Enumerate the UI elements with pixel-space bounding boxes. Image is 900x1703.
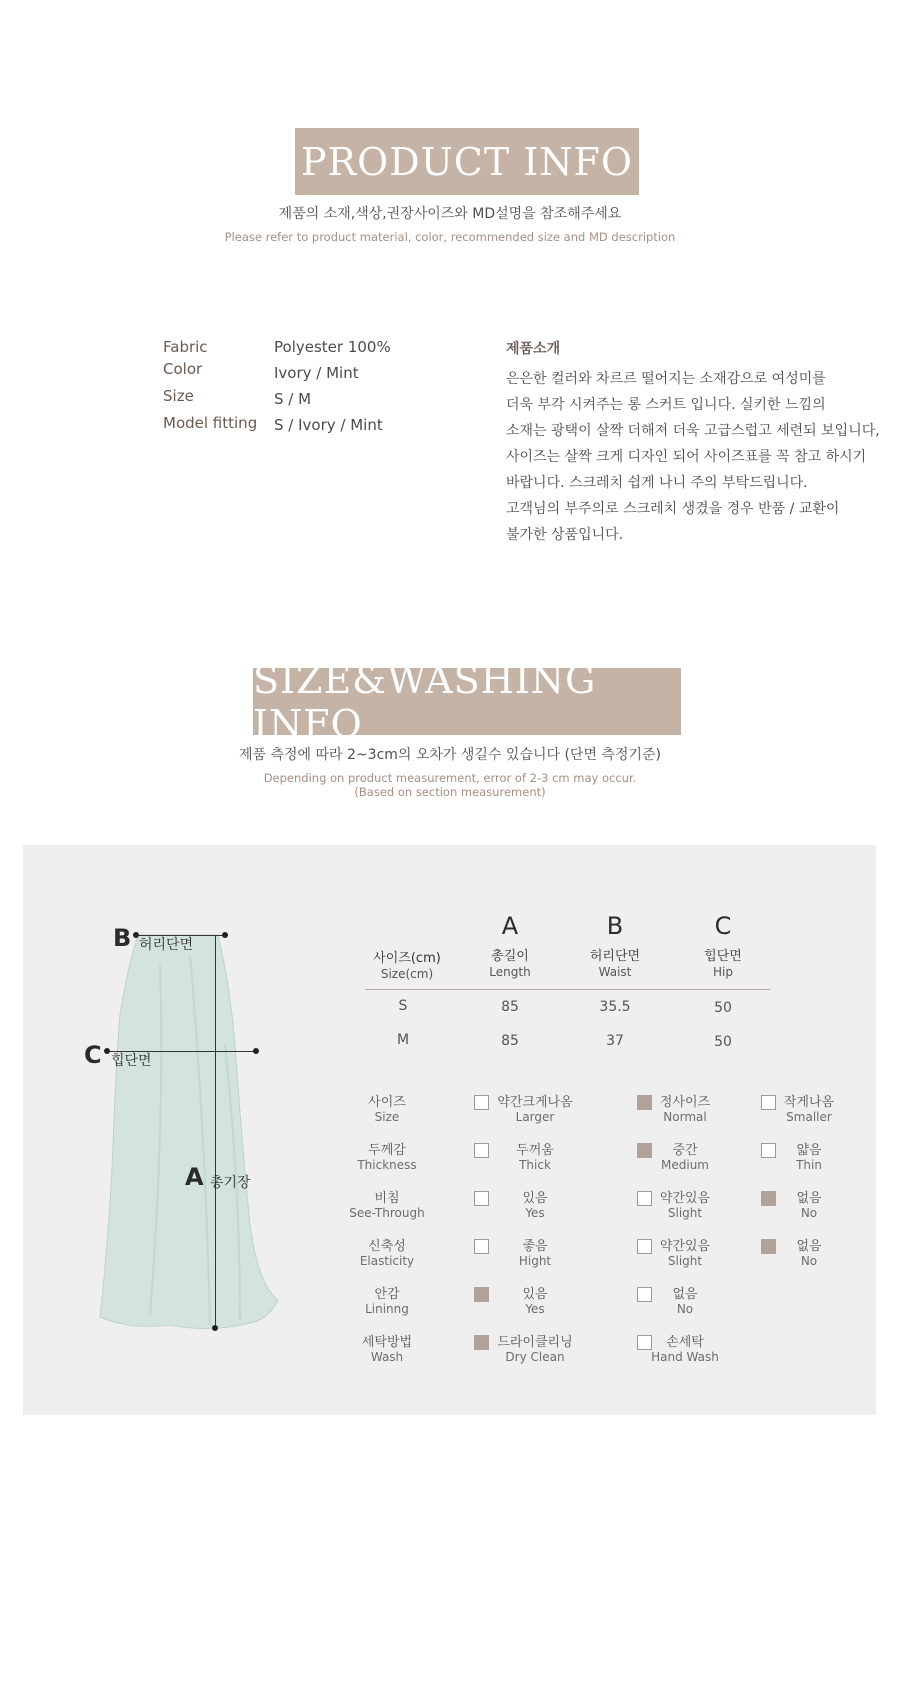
- attr-label-see-through: 비침 See-Through: [349, 1191, 425, 1220]
- length-measure-line: [215, 935, 216, 1328]
- spec-value-color: Ivory / Mint: [274, 364, 359, 382]
- col-ko-length: 총길이: [491, 949, 529, 964]
- size-header-en: Size(cm): [380, 967, 434, 981]
- size-header-ko: 사이즈(cm): [373, 951, 441, 966]
- waist-cell: 37: [606, 1033, 624, 1049]
- col-letter-b: B: [606, 912, 624, 940]
- option-label: 없음 No: [796, 1239, 822, 1268]
- option-label: 작게나옴 Smaller: [783, 1095, 835, 1124]
- length-cell: 85: [501, 1033, 519, 1049]
- waist-letter: B: [113, 924, 132, 952]
- col-ko-waist: 허리단면: [589, 949, 641, 964]
- hip-label: 힙단면: [111, 1053, 152, 1069]
- option-label: 정사이즈 Normal: [659, 1095, 711, 1124]
- option-label: 두꺼움 Thick: [516, 1143, 554, 1172]
- hip-letter: C: [84, 1041, 102, 1069]
- hip-cell: 50: [714, 1034, 732, 1050]
- col-ko-hip: 힙단면: [704, 949, 742, 964]
- description-line: 사이즈는 살짝 크게 디자인 되어 사이즈표를 꼭 참고 하시기: [506, 449, 867, 465]
- attr-label-thickness: 두께감 Thickness: [357, 1143, 417, 1172]
- product-info-title: PRODUCT INFO: [300, 139, 634, 184]
- option-label: 좋음 Hight: [518, 1239, 552, 1268]
- description-title: 제품소개: [506, 341, 561, 357]
- option-label: 약간있음 Slight: [659, 1191, 711, 1220]
- description-line: 더욱 부각 시켜주는 롱 스커트 입니다. 실키한 느낌의: [506, 397, 826, 413]
- description-line: 고객님의 부주의로 스크레치 생겼을 경우 반품 / 교환이: [506, 501, 840, 517]
- skirt-image: [90, 925, 290, 1335]
- option-label: 있음 Yes: [522, 1191, 548, 1220]
- col-letter-c: C: [714, 912, 732, 940]
- description-line: 소재는 광택이 살짝 더해져 더욱 고급스럽고 세련되 보입니다,: [506, 423, 880, 439]
- option-label: 드라이클리닝 Dry Clean: [497, 1335, 573, 1364]
- attr-label-elasticity: 신축성 Elasticity: [359, 1239, 415, 1268]
- product-info-banner: [295, 128, 639, 195]
- option-label: 약간있음 Slight: [659, 1239, 711, 1268]
- description-line: 불가한 상품입니다.: [506, 527, 624, 543]
- size-table-divider: [365, 989, 770, 990]
- col-en-hip: Hip: [713, 965, 733, 979]
- size-washing-banner: [253, 657, 681, 746]
- length-end-dot: [212, 1325, 218, 1331]
- option-label: 중간 Medium: [661, 1143, 709, 1172]
- col-en-length: Length: [489, 965, 531, 979]
- attr-label-size: 사이즈 Size: [368, 1095, 406, 1124]
- waist-label: 허리단면: [139, 937, 194, 953]
- length-label: 총기장: [210, 1175, 251, 1191]
- spec-value-fabric: Polyester 100%: [274, 338, 391, 356]
- size-washing-subtitle-en: Depending on product measurement, error of 2-3 cm may occur.: [263, 771, 637, 785]
- description-line: 바랍니다. 스크레치 쉽게 나니 주의 부탁드립니다.: [506, 475, 808, 491]
- product-info-subtitle-en: Please refer to product material, color, recommended size and MD description: [224, 230, 676, 244]
- option-label: 얇음 Thin: [796, 1143, 822, 1172]
- size-washing-subtitle-en-2: (Based on section measurement): [354, 785, 546, 799]
- product-info-subtitle-ko: 제품의 소재,색상,권장사이즈와 MD설명을 참조해주세요: [278, 206, 622, 222]
- waist-cell: 35.5: [599, 999, 631, 1015]
- hip-start-dot: [104, 1048, 110, 1054]
- size-washing-subtitle-ko: 제품 측정에 따라 2~3cm의 오차가 생길수 있습니다 (단면 측정기준): [239, 747, 661, 763]
- spec-label-model-fitting: Model fitting: [163, 414, 258, 432]
- length-cell: 85: [501, 999, 519, 1015]
- length-letter: A: [185, 1163, 204, 1191]
- col-letter-a: A: [501, 912, 519, 940]
- option-label: 있음 Yes: [522, 1287, 548, 1316]
- description-line: 은은한 컬러와 차르르 떨어지는 소재감으로 여성미를: [506, 371, 826, 387]
- spec-value-model-fitting: S / Ivory / Mint: [274, 416, 383, 434]
- option-label: 약간크게나옴 Larger: [497, 1095, 573, 1124]
- spec-value-size: S / M: [274, 390, 312, 408]
- size-washing-title: SIZE&WASHING INFO: [253, 657, 597, 746]
- attr-label-wash: 세탁방법 Wash: [361, 1335, 413, 1364]
- hip-end-dot: [253, 1048, 259, 1054]
- size-cell: S: [398, 998, 408, 1014]
- size-cell: M: [396, 1032, 410, 1048]
- spec-label-size: Size: [163, 387, 194, 405]
- option-label: 없음 No: [796, 1191, 822, 1220]
- spec-label-fabric: Fabric: [163, 338, 208, 356]
- waist-end-dot: [222, 932, 228, 938]
- option-label: 손세탁 Hand Wash: [651, 1335, 719, 1364]
- spec-label-color: Color: [163, 360, 203, 378]
- hip-cell: 50: [714, 1000, 732, 1016]
- attr-label-lining: 안감 Lininng: [365, 1287, 409, 1316]
- option-label: 없음 No: [672, 1287, 698, 1316]
- col-en-waist: Waist: [598, 965, 632, 979]
